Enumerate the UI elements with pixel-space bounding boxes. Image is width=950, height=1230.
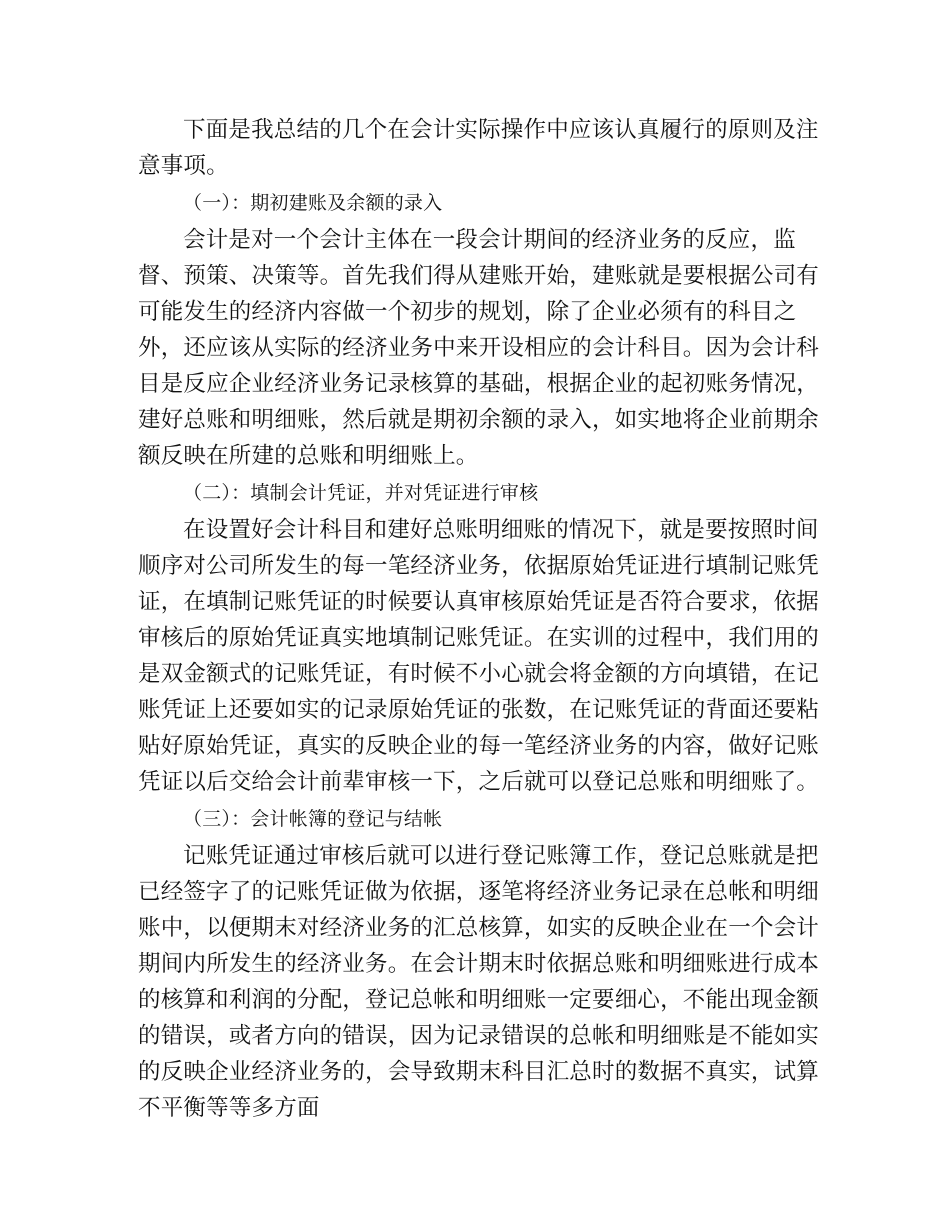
section-heading-1: （一）：期初建账及余额的录入	[183, 192, 443, 214]
paragraph-section-1: 会计是对一个会计主体在一段会计期间的经济业务的反应，监督、预策、决策等。首先我们得从建账开始，建账就是要根据公司有可能发生的经济内容做一个初步的规划，除了企业必须有的科目之外，还应该从实际的经济业务中来开设相应的会计科目。因为会计科目是反应企业经济业务记录核算的基础，根据企业的起初账务情况，建好总账和明细账，然后就是期初余额的录入，如实地将企业前期余额反映在所建的总账和明细账上。	[138, 227, 820, 469]
document-body	[138, 112, 828, 1127]
paragraph-intro: 下面是我总结的几个在会计实际操作中应该认真履行的原则及注意事项。	[138, 117, 819, 179]
section-heading-3: （三）：会计帐簿的登记与结帐	[183, 808, 443, 830]
paragraph-section-2: 在设置好会计科目和建好总账明细账的情况下，就是要按照时间顺序对公司所发生的每一笔经济业务，依据原始凭证进行填制记账凭证，在填制记账凭证的时候要认真审核原始凭证是否符合要求，依据审核后的原始凭证真实地填制记账凭证。在实训的过程中，我们用的是双金额式的记账凭证，有时候不小心就会将金额的方向填错，在记账凭证上还要如实的记录原始凭证的张数，在记账凭证的背面还要粘贴好原始凭证，真实的反映企业的每一笔经济业务的内容，做好记账凭证以后交给会计前辈审核一下，之后就可以登记总账和明细账了。	[138, 517, 820, 795]
section-heading-2: （二）：填制会计凭证，并对凭证进行审核	[183, 482, 539, 504]
paragraph-section-3: 记账凭证通过审核后就可以进行登记账簿工作，登记总账就是把已经签字了的记账凭证做为依据，逐笔将经济业务记录在总帐和明细账中，以便期末对经济业务的汇总核算，如实的反映企业在一个会计期间内所发生的经济业务。在会计期末时依据总账和明细账进行成本的核算和利润的分配，登记总帐和明细账一定要细心，不能出现金额的错误，或者方向的错误，因为记录错误的总帐和明细账是不能如实的反映企业经济业务的，会导致期末科目汇总时的数据不真实，试算不平衡等等多方面	[138, 843, 820, 1121]
